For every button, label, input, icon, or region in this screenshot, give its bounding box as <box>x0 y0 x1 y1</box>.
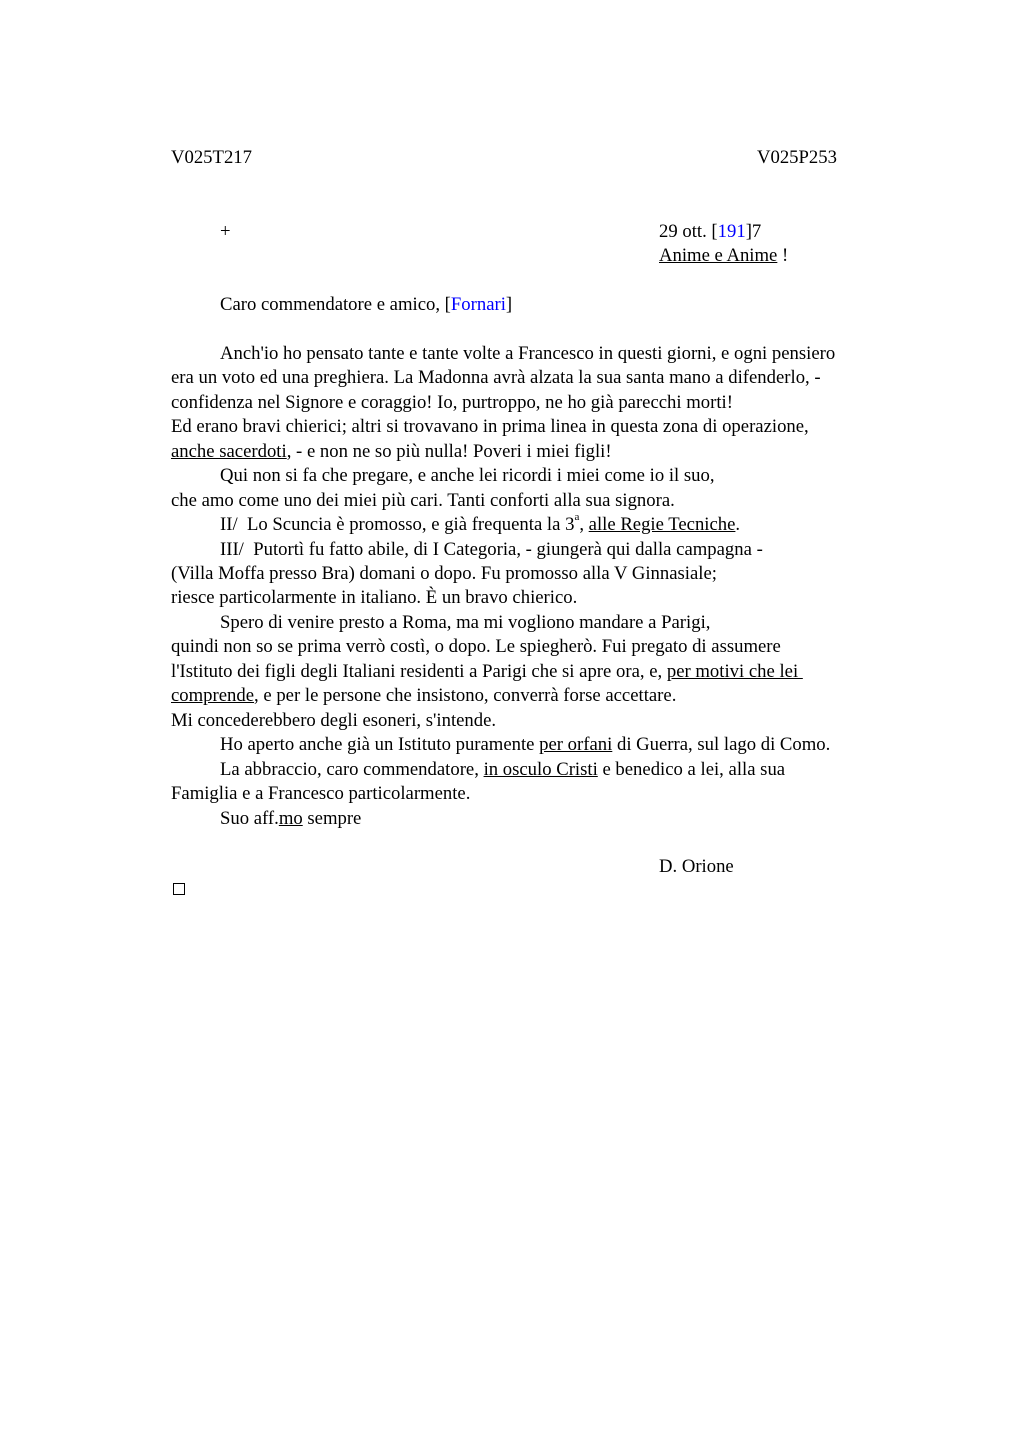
letter-date <box>659 220 761 244</box>
underlined-text: per motivi che lei <box>666 661 803 682</box>
date-editorial-year: 191 <box>717 221 746 242</box>
body-text: sempre <box>302 808 362 829</box>
body-text: . <box>735 514 741 535</box>
superscript: a <box>574 511 580 523</box>
salutation-close: ] <box>505 294 513 315</box>
body-line <box>171 440 612 464</box>
motto-suffix: ! <box>777 245 789 266</box>
date-suffix: ]7 <box>745 221 762 242</box>
body-line: riesce particolarmente in italiano. È un bravo chierico. <box>171 587 578 608</box>
salutation <box>220 293 512 317</box>
underlined-text: mo <box>278 808 303 829</box>
salutation-editorial-name: Fornari <box>450 294 506 315</box>
underlined-text: anche sacerdoti <box>171 441 287 462</box>
body-text: , <box>579 514 589 535</box>
body-text: l'Istituto dei figli degli Italiani residenti a Parigi che si apre ora, e, <box>171 661 667 682</box>
underlined-text: in osculo Cristi <box>483 759 598 780</box>
body-line: confidenza nel Signore e coraggio! Io, purtroppo, ne ho già parecchi morti! <box>171 392 733 413</box>
body-text: e benedico a lei, alla sua <box>597 759 786 780</box>
closing-line <box>220 807 361 831</box>
body-line: Ed erano bravi chierici; altri si trovavano in prima linea in questa zona di operazione, <box>171 416 809 437</box>
body-line: Anch'io ho pensato tante e tante volte a Francesco in questi giorni, e ogni pensiero <box>220 343 836 364</box>
motto-text: Anime e Anime <box>659 245 778 266</box>
cross-symbol: + <box>220 221 231 242</box>
body-text: II/ Lo Scuncia è promosso, e già frequenta la 3 <box>220 514 575 535</box>
body-line: Qui non si fa che pregare, e anche lei ricordi i miei come io il suo, <box>220 465 715 486</box>
signature: D. Orione <box>659 856 734 877</box>
document-code-left: V025T217 <box>171 147 252 168</box>
body-line: (Villa Moffa presso Bra) domani o dopo. Fu promosso alla V Ginnasiale; <box>171 563 717 584</box>
body-line <box>171 660 803 684</box>
body-line <box>171 684 676 708</box>
body-line: quindi non so se prima verrò costì, o dopo. Le spiegherò. Fui pregato di assumere <box>171 636 781 657</box>
body-text: di Guerra, sul lago di Como. <box>612 734 831 755</box>
body-line <box>220 733 830 757</box>
date-prefix: 29 ott. [ <box>659 221 718 242</box>
body-text: , e per le persone che insistono, converrà forse accettare. <box>254 685 677 706</box>
body-line <box>220 758 785 782</box>
body-line: Spero di venire presto a Roma, ma mi vogliono mandare a Parigi, <box>220 612 711 633</box>
body-text: , - e non ne so più nulla! Poveri i miei figli! <box>286 441 612 462</box>
body-text: Suo aff. <box>220 808 279 829</box>
body-line <box>220 513 740 537</box>
body-text: Ho aperto anche già un Istituto puramente <box>220 734 540 755</box>
body-line: Famiglia e a Francesco particolarmente. <box>171 783 471 804</box>
underlined-text: per orfani <box>539 734 613 755</box>
document-code-right: V025P253 <box>757 147 837 168</box>
underlined-text: comprende <box>171 685 255 706</box>
end-marker-box-icon <box>173 883 185 895</box>
body-line: Mi concederebbero degli esoneri, s'intende. <box>171 710 497 731</box>
body-line: era un voto ed una preghiera. La Madonna avrà alzata la sua santa mano a difenderlo, - <box>171 367 821 388</box>
salutation-text: Caro commendatore e amico, [ <box>220 294 451 315</box>
motto <box>659 244 788 268</box>
body-line: III/ Putortì fu fatto abile, di I Categoria, - giungerà qui dalla campagna - <box>220 539 763 560</box>
body-line: che amo come uno dei miei più cari. Tanti conforti alla sua signora. <box>171 490 675 511</box>
body-text: La abbraccio, caro commendatore, <box>220 759 484 780</box>
underlined-text: alle Regie Tecniche <box>588 514 736 535</box>
